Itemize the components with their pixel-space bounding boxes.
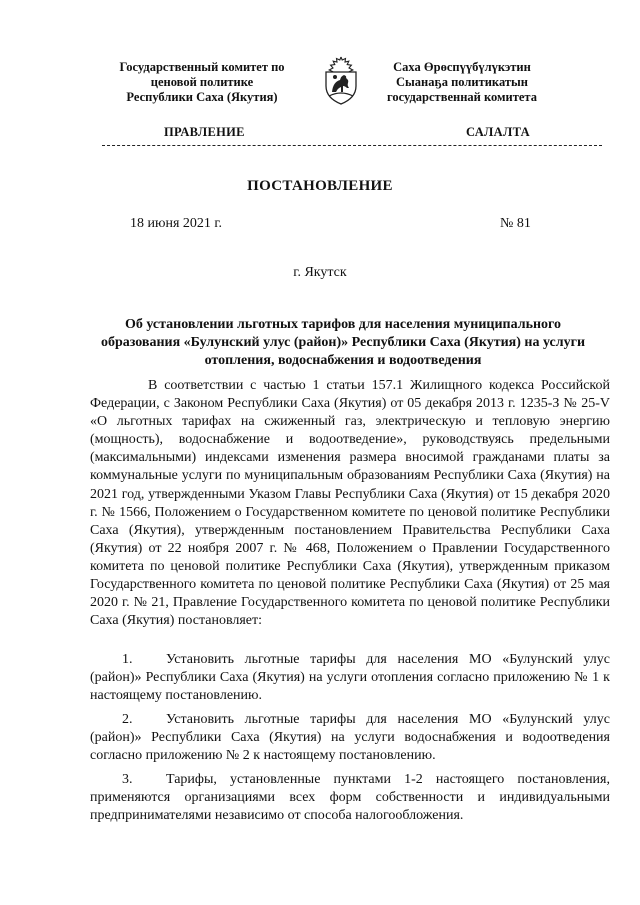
document-date: 18 июня 2021 г. [130, 216, 223, 231]
document-type: ПОСТАНОВЛЕНИЕ [247, 178, 393, 194]
list-item-number: 2. [122, 712, 133, 727]
header-right-sah [352, 60, 572, 105]
header-right-line: государственнай комитета [387, 90, 537, 104]
department-ru: ПРАВЛЕНИЕ [164, 125, 245, 139]
separator-dashed-line [102, 145, 602, 146]
list-item-text: Установить льготные тарифы для населения МО «Булунский улус (район)» Республики Саха (Якутия) на услуги отопления согласно приложению № 1 к настоящему постановлению. [90, 652, 610, 704]
header-left-line: Республики Саха (Якутия) [126, 90, 278, 104]
preamble-paragraph: В соответствии с частью 1 статьи 157.1 Жилищного кодекса Российской Федерации, с Законом Республики Саха (Якутия) от 05 декабря 2013 г. 1235-З № 25-V «О льготных тарифах на сжиженный газ, электрическую и тепловую энергию (мощность), водоснабжение и водоотведение», руководствуясь предельными (максимальными) индексами изменения размера вносимой гражданами платы за коммунальные услуги по муниципальным образованиям Республики Саха (Якутия) на 2021 год, утвержденными Указом Главы Республики Саха (Якутия) от 15 декабря 2020 г. № 1566, Положением о Государственном комитете по ценовой политике Республики Саха (Якутия), утвержденным постановлением Правительства Республики Саха (Якутия) от 22 ноября 2007 г. № 468, Положением о Правлении Государственного комитета по ценовой политике Республики Саха (Якутия), утвержденным приказом Государственного комитета по ценовой политике Республики Саха (Якутия) от 25 мая 2020 г. № 21, Правление Государственного комитета по ценовой политике Республики Саха (Якутия) постановляет: [90, 378, 610, 629]
list-item-text: Тарифы, установленные пунктами 1-2 настоящего постановления, применяются организациями всех форм собственности и индивидуальными предпринимателями независимо от способа налогообложения. [90, 772, 610, 824]
header-left-line: ценовой политике [150, 75, 254, 89]
list-item-number: 3. [122, 772, 133, 787]
header-right-line: Сыанаҕа политикатын [396, 75, 528, 89]
list-item-text: Установить льготные тарифы для населения МО «Булунский улус (район)» Республики Саха (Якутия) на услуги водоснабжения и водоотведения согласно приложению № 2 к настоящему постановлению. [90, 712, 610, 764]
list-item [90, 711, 610, 765]
list-item-number: 1. [122, 652, 133, 667]
header-left-ru [92, 60, 312, 105]
list-item [90, 771, 610, 825]
document-title: Об установлении льготных тарифов для населения муниципального образования «Булунский улус (район)» Республики Саха (Якутия) на услуги отопления, водоснабжения и водоотведения [100, 317, 586, 368]
document-number: № 81 [500, 216, 531, 231]
department-sah: САЛАЛТА [466, 125, 530, 139]
list-item [90, 651, 610, 705]
header-right-line: Саха Өрөспүүбүлүкэтин [393, 60, 531, 74]
document-city: г. Якутск [293, 265, 347, 280]
header-left-line: Государственный комитет по [119, 60, 285, 74]
